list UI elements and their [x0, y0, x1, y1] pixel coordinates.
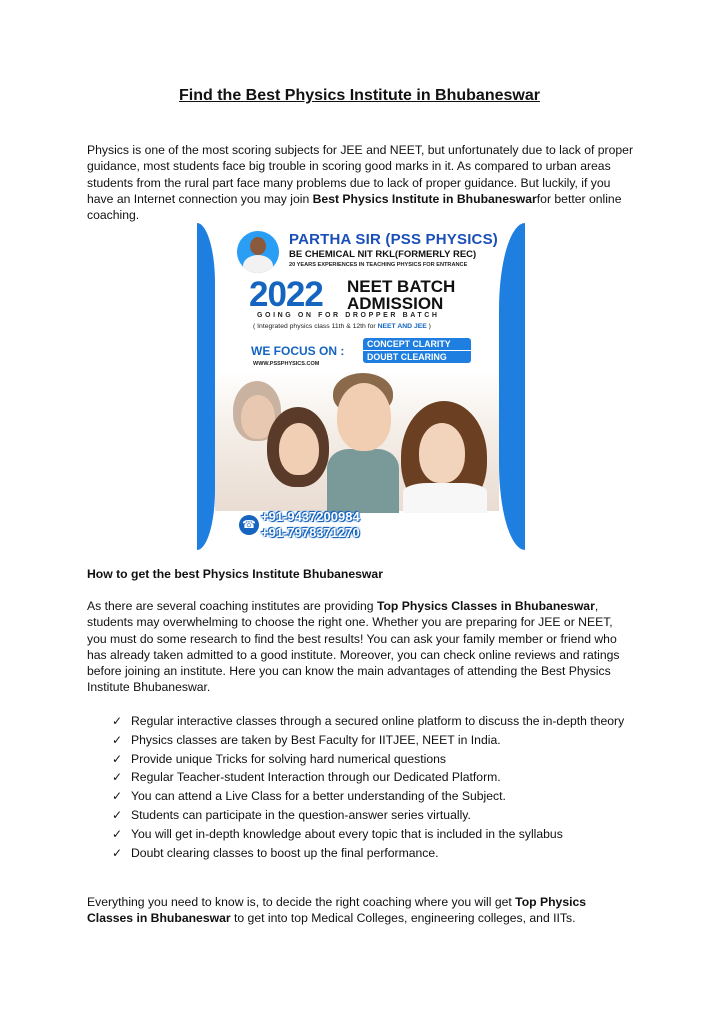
banner-left-stripe	[197, 223, 215, 550]
list-item-text: Doubt clearing classes to boost up the final performance.	[131, 845, 439, 860]
list-item-text: You will get in-depth knowledge about every topic that is included in the syllabus	[131, 826, 563, 841]
banner-integrated-note	[253, 323, 431, 330]
check-mark-icon: ✓	[112, 751, 123, 766]
section-heading: How to get the best Physics Institute Bhubaneswar	[87, 567, 383, 581]
banner-experience: 20 YEARS EXPERIENCES IN TEACHING PHYSICS FOR ENTRANCE	[289, 262, 468, 268]
banner-subheadline: GOING ON FOR DROPPER BATCH	[257, 312, 440, 319]
banner-focus-item-concept: CONCEPT CLARITY	[363, 338, 471, 350]
banner-phone-1: +91-9437200984	[261, 509, 360, 524]
list-item	[112, 731, 624, 750]
para3-text-end: to get into top Medical Colleges, engineering colleges, and IITs.	[230, 911, 576, 926]
check-mark-icon: ✓	[112, 732, 123, 747]
page-title: Find the Best Physics Institute in Bhubaneswar	[179, 87, 540, 104]
list-item	[112, 787, 624, 806]
students-photo	[215, 371, 499, 511]
check-mark-icon: ✓	[112, 845, 123, 860]
banner-qualification: BE CHEMICAL NIT RKL(FORMERLY REC)	[289, 249, 477, 260]
list-item	[112, 825, 624, 844]
list-item	[112, 844, 624, 863]
list-item-text: Regular interactive classes through a secured online platform to discuss the in-depth theory	[131, 714, 625, 728]
intro-text-end: for better online coaching.	[87, 191, 622, 223]
check-mark-icon: ✓	[112, 714, 123, 728]
intro-bold-text: Best Physics Institute in Bhubaneswar	[312, 191, 537, 206]
closing-paragraph	[87, 894, 635, 927]
check-mark-icon: ✓	[112, 789, 123, 804]
integrated-text-end: )	[426, 323, 431, 330]
para2-bold-text: Top Physics Classes in Bhubaneswar	[376, 599, 595, 613]
banner-phone-2: +91-7978371270	[261, 525, 360, 540]
banner-headline	[347, 278, 455, 312]
teacher-avatar	[237, 231, 279, 273]
para3-text: Everything you need to know is, to decide the right coaching where you will get	[87, 895, 516, 909]
advantages-checklist	[112, 712, 624, 862]
list-item-text: Physics classes are taken by Best Faculty for IITJEE, NEET in India.	[131, 732, 501, 747]
list-item-text: You can attend a Live Class for a better understanding of the Subject.	[131, 789, 506, 804]
phone-icon: ☎	[239, 515, 259, 535]
promo-banner-image	[197, 223, 525, 550]
body-paragraph	[87, 598, 635, 696]
banner-year: 2022	[249, 275, 323, 314]
intro-text: Physics is one of the most scoring subjects for JEE and NEET, but unfortunately due to lack of proper guidance, most students face big trouble in scoring good marks in it. As compared to urban areas students from the rural part face many problems due to lack of proper guidance. But luckily, if you have an Internet connection you may join	[87, 143, 634, 206]
para2-text-end: , students may overwhelming to choose the right one. Whether you are preparing for JEE or NEET, you must do some research to find the best results! You can ask your family member or friend who has already taken admitted to a good institute. Moreover, you can check online reviews and ratings before joining an institute. Here you can know the main advantages of attending the Best Physics Institute Bhubaneswar.	[87, 599, 620, 695]
para2-text: As there are several coaching institutes are providing	[87, 599, 377, 613]
banner-teacher-name: PARTHA SIR (PSS PHYSICS)	[289, 231, 498, 248]
list-item	[112, 750, 624, 769]
check-mark-icon: ✓	[112, 826, 123, 841]
list-item-text: Provide unique Tricks for solving hard numerical questions	[131, 751, 446, 766]
check-mark-icon: ✓	[112, 770, 123, 785]
list-item-text: Regular Teacher-student Interaction through our Dedicated Platform.	[131, 770, 501, 785]
list-item	[112, 806, 624, 825]
banner-right-stripe	[499, 223, 525, 550]
banner-website: WWW.PSSPHYSICS.COM	[253, 361, 320, 367]
banner-headline-line2: ADMISSION	[347, 294, 444, 313]
list-item	[112, 712, 624, 731]
intro-paragraph	[87, 142, 635, 223]
integrated-bold: NEET AND JEE	[377, 323, 427, 330]
para3-bold-text: Top Physics Classes in Bhubaneswar	[87, 895, 587, 926]
check-mark-icon: ✓	[112, 807, 123, 822]
list-item-text: Students can participate in the question-answer series virtually.	[131, 807, 471, 822]
integrated-text: ( Integrated physics class 11th & 12th for	[253, 323, 378, 330]
list-item	[112, 768, 624, 787]
banner-headline-line1: NEET BATCH	[347, 277, 456, 296]
banner-focus-item-doubt: DOUBT CLEARING	[363, 351, 471, 363]
banner-focus-label: WE FOCUS ON :	[251, 344, 345, 358]
